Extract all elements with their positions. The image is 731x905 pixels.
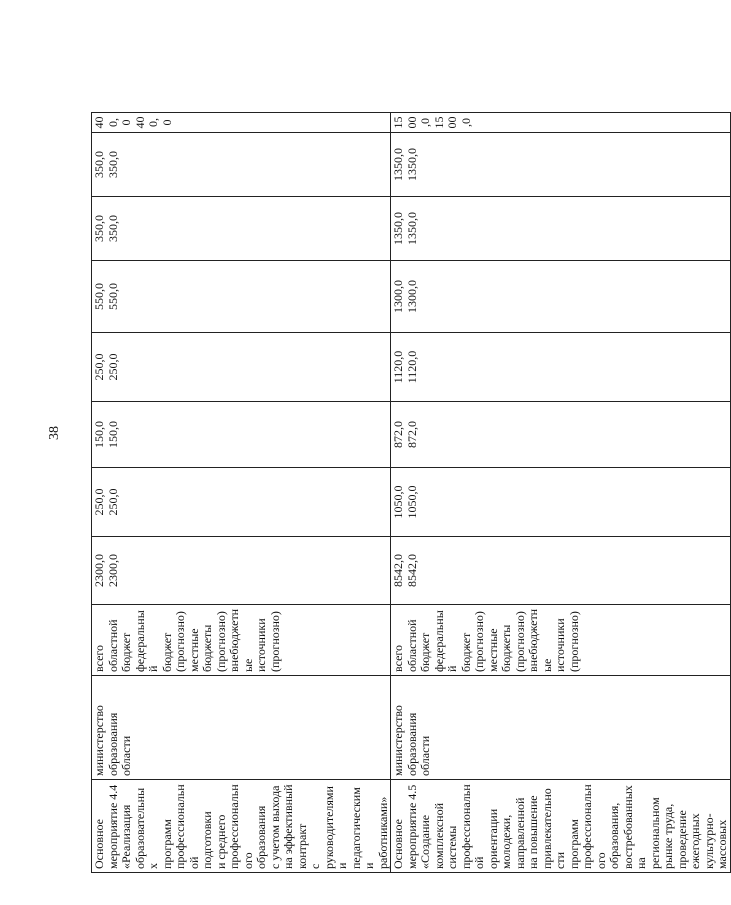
value-cell	[391, 113, 731, 133]
text-line: образования	[105, 712, 120, 776]
executor-cell	[391, 676, 731, 780]
text-line: местные	[186, 628, 201, 672]
value-cell	[391, 537, 731, 605]
text-line: (прогнозно)	[173, 611, 187, 672]
value-text: 1350,0	[404, 212, 419, 245]
text-line: образования	[404, 712, 419, 776]
value-cell	[92, 113, 391, 133]
text-line: всего	[92, 644, 106, 672]
value-text: 400,0	[92, 116, 133, 129]
text-line: (прогнозно)	[512, 611, 527, 672]
text-line: ориентации	[485, 808, 500, 869]
value-text: 1300,0	[404, 280, 419, 313]
value-text: 2300,0	[105, 554, 120, 587]
text-line: (прогнозно)	[213, 611, 228, 672]
text-line: Основное	[92, 819, 106, 869]
text-line: профессионального	[580, 784, 608, 869]
source-cell	[92, 605, 391, 676]
value-text: 350,0	[105, 151, 120, 178]
text-line: (прогнозно)	[472, 611, 486, 672]
text-line: бюджет	[418, 632, 432, 672]
text-line: подготовки	[200, 811, 214, 869]
value-text: 250,0	[92, 353, 106, 381]
value-text: 350,0	[92, 151, 106, 178]
value-cell	[92, 333, 391, 402]
value-cell	[92, 468, 391, 537]
value-text: 1050,0	[404, 485, 419, 519]
text-line: бюджет	[159, 632, 174, 672]
text-line: мероприятие 4.5	[404, 784, 419, 869]
text-line: местные	[485, 628, 500, 672]
text-line: внебюджетные	[526, 608, 554, 672]
text-line: рынке труда,	[661, 803, 675, 869]
value-cell	[391, 468, 731, 537]
table-row	[92, 113, 391, 873]
value-cell	[92, 133, 391, 197]
value-text: 250,0	[105, 353, 120, 381]
text-line: федеральный	[132, 610, 160, 672]
value-text: 150,0	[92, 421, 106, 448]
value-text: 1050,0	[391, 485, 405, 519]
value-text: 1500,0	[431, 116, 473, 129]
text-line: мероприятие 4.4	[105, 784, 120, 869]
page-number: 38	[47, 426, 62, 440]
text-line: на эффективный	[281, 784, 295, 869]
value-text: 1500,0	[391, 116, 432, 129]
value-text: 350,0	[105, 215, 120, 242]
text-line: источники	[553, 618, 567, 672]
value-text: 872,0	[391, 421, 405, 448]
text-line: молодежи,	[499, 814, 513, 869]
text-line: и среднего	[213, 814, 228, 869]
text-line: Основное	[391, 819, 405, 869]
text-line: (прогнозно)	[566, 611, 581, 672]
source-cell	[391, 605, 731, 676]
text-line: работниками»	[375, 796, 390, 869]
value-text: 550,0	[105, 283, 120, 310]
text-line: федеральный	[431, 610, 459, 672]
measure-cell	[92, 780, 391, 873]
text-line: с учетом выхода	[267, 785, 282, 869]
text-line: министерство	[391, 705, 405, 776]
value-cell	[391, 133, 731, 197]
text-line: программ	[159, 819, 174, 869]
value-text: 1350,0	[391, 212, 405, 245]
text-line: профессионального	[227, 784, 255, 869]
text-line: бюджеты	[499, 624, 513, 672]
value-text: 250,0	[105, 488, 120, 516]
value-text: 350,0	[92, 215, 106, 242]
budget-table	[91, 112, 731, 873]
table-row	[391, 113, 731, 873]
text-line: комплексной	[431, 802, 446, 869]
value-cell	[391, 261, 731, 333]
text-line: источники	[254, 618, 268, 672]
text-line: образовательных	[132, 787, 160, 869]
text-line: ежегодных	[688, 813, 702, 869]
value-text: 8542,0	[404, 554, 419, 587]
text-line: внебюджетные	[227, 608, 255, 672]
text-line: образования,	[607, 802, 621, 869]
text-line: на региональном	[634, 797, 662, 869]
text-line: области	[418, 735, 432, 776]
text-line: министерство	[92, 705, 106, 776]
value-text: 2300,0	[92, 554, 106, 587]
text-line: проведение	[674, 810, 689, 869]
text-line: бюджет	[458, 632, 473, 672]
value-cell	[92, 261, 391, 333]
value-text: 1120,0	[391, 350, 405, 384]
value-text: 8542,0	[391, 554, 405, 587]
value-text: 250,0	[92, 488, 106, 516]
text-line: направленной	[512, 797, 527, 869]
text-line: востребованных	[620, 785, 635, 869]
value-text: 1300,0	[391, 280, 405, 313]
text-line: бюджеты	[200, 624, 214, 672]
value-text: 1350,0	[404, 148, 419, 181]
value-text: 872,0	[404, 421, 419, 448]
rotated-table-wrapper	[91, 113, 729, 873]
value-text: 400,0	[132, 116, 174, 129]
text-line: образования	[254, 805, 268, 869]
text-line: бюджет	[119, 632, 133, 672]
value-cell	[391, 402, 731, 468]
text-line: программ	[566, 819, 581, 869]
text-line: с руководителями	[308, 786, 336, 869]
text-line: области	[119, 735, 133, 776]
text-line: профессиональной	[173, 784, 201, 869]
text-line: контракт	[294, 823, 309, 869]
value-text: 1120,0	[404, 350, 419, 384]
text-line: областной	[105, 619, 120, 672]
text-line: (прогнозно)	[267, 611, 282, 672]
value-cell	[92, 402, 391, 468]
value-text: 150,0	[105, 421, 120, 448]
text-line: привлекательности	[539, 788, 567, 869]
text-line: «Реализация	[119, 804, 133, 869]
text-line: всего	[391, 644, 405, 672]
value-text: 550,0	[92, 283, 106, 310]
value-cell	[391, 197, 731, 261]
table-body	[92, 113, 731, 873]
value-cell	[92, 537, 391, 605]
text-line: и педагогическими	[335, 787, 376, 869]
executor-cell	[92, 676, 391, 780]
value-text: 1350,0	[391, 148, 405, 181]
text-line: культурно-массовых	[701, 813, 729, 869]
text-line: профессиональной	[458, 784, 486, 869]
measure-cell	[391, 780, 731, 873]
text-line: областной	[404, 619, 419, 672]
text-line: системы	[445, 825, 459, 869]
text-line: «Создание	[418, 814, 432, 869]
value-cell	[92, 197, 391, 261]
text-line: на повышение	[526, 795, 540, 869]
value-cell	[391, 333, 731, 402]
